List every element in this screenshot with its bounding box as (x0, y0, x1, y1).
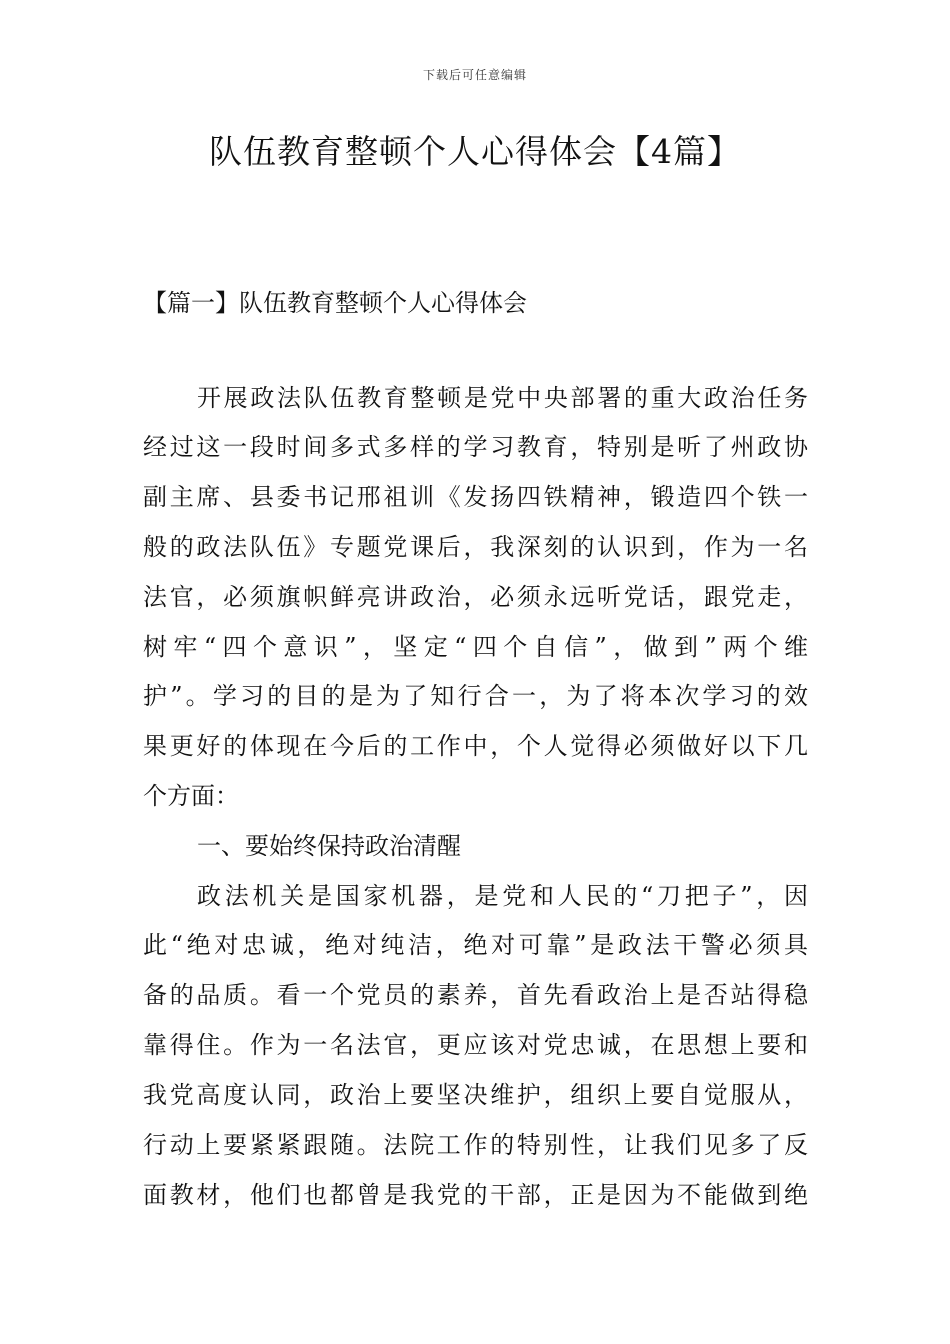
paragraph-line: 经过这一段时间多式多样的学习教育，特别是听了州政协 (143, 433, 808, 461)
document-title: 队伍教育整顿个人心得体会【4篇】 (209, 132, 741, 171)
paragraph-line: 开展政法队伍教育整顿是党中央部署的重大政治任务 (197, 384, 808, 412)
subsection-heading: 一、要始终保持政治清醒 (197, 832, 461, 860)
paragraph-line: 般的政法队伍》专题党课后，我深刻的认识到，作为一名 (143, 533, 808, 561)
paragraph-line: 法官，必须旗帜鲜亮讲政治，必须永远听党话，跟党走， (143, 583, 808, 611)
paragraph-line: 行动上要紧紧跟随。法院工作的特别性，让我们见多了反 (143, 1131, 808, 1159)
paragraph-line: 护”。学习的目的是为了知行合一，为了将本次学习的效 (143, 682, 808, 710)
paragraph-line: 个方面： (143, 782, 239, 810)
paragraph-line: 此“绝对忠诚，绝对纯洁，绝对可靠”是政法干警必须具 (143, 931, 808, 959)
paragraph-line: 我党高度认同，政治上要坚决维护，组织上要自觉服从， (143, 1081, 808, 1109)
paragraph-line: 副主席、县委书记邢祖训《发扬四铁精神，锻造四个铁一 (143, 483, 808, 511)
paragraph-line: 面教材，他们也都曾是我党的干部，正是因为不能做到绝 (143, 1181, 808, 1209)
paragraph-line: 政法机关是国家机器，是党和人民的“刀把子”，因 (197, 882, 808, 910)
paragraph-line: 备的品质。看一个党员的素养，首先看政治上是否站得稳 (143, 981, 808, 1009)
header-note: 下载后可任意编辑 (422, 68, 527, 82)
section-heading: 【篇一】队伍教育整顿个人心得体会 (143, 289, 527, 317)
paragraph-line: 靠得住。作为一名法官，更应该对党忠诚，在思想上要和 (143, 1031, 808, 1059)
paragraph-line: 果更好的体现在今后的工作中，个人觉得必须做好以下几 (143, 732, 808, 760)
paragraph-line: 树牢“四个意识”，坚定“四个自信”，做到”两个维 (143, 633, 808, 661)
